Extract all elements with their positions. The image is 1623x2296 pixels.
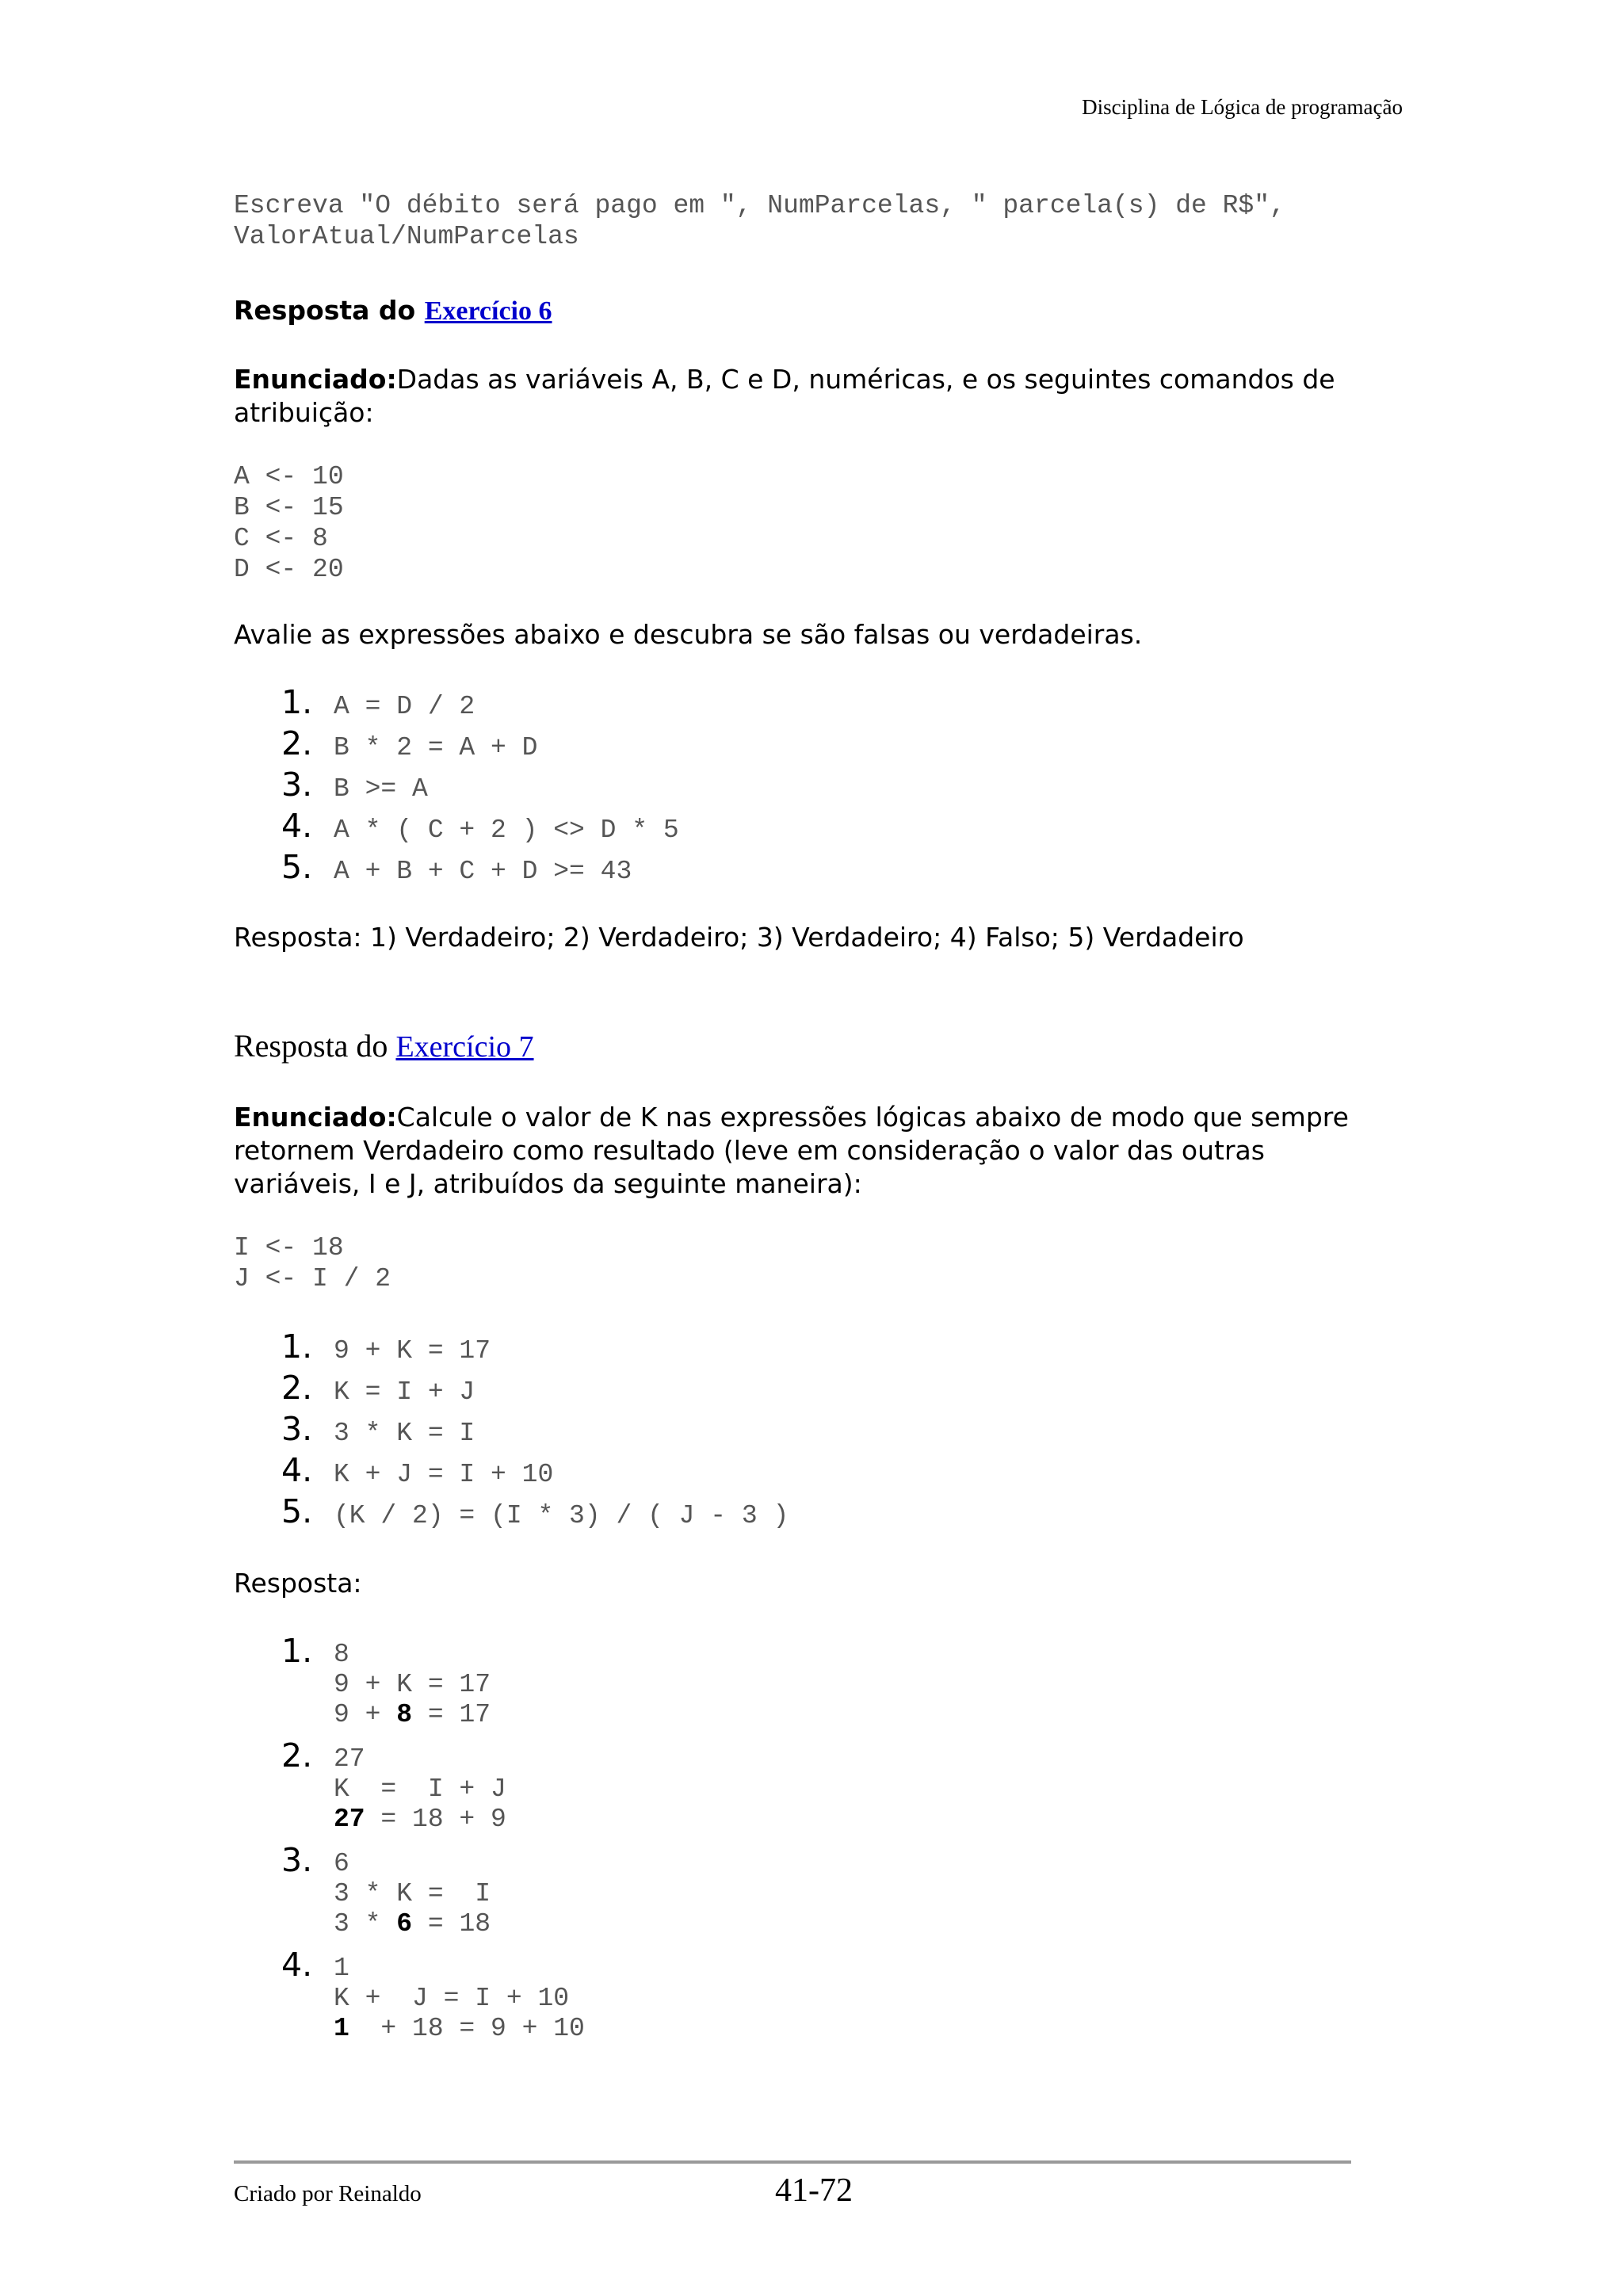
item-number: 3. [281,1410,313,1448]
expression: K + J = I + 10 [334,1460,554,1489]
ex7-enunciado [234,1101,1399,1201]
footer-author: Criado por Reinaldo [234,2181,422,2206]
answer-substitution [334,1700,491,1730]
sub-post: + 18 = 9 + 10 [349,2014,585,2043]
sub-post: = 17 [412,1700,491,1729]
ex7-assignments [234,1232,1399,1294]
item-number: 2. [281,1736,313,1775]
expression: 3 * K = I [334,1419,475,1448]
answer-equation: K + J = I + 10 [334,1984,570,2013]
sub-pre: 9 + [334,1700,397,1729]
ex6-answer: Resposta: 1) Verdadeiro; 2) Verdadeiro; 3) Verdadeiro; 4) Falso; 5) Verdadeiro [234,922,1244,953]
item-number: 4. [281,1946,313,1984]
answer-substitution [334,1909,491,1939]
footer-divider [234,2160,1351,2164]
list-item [281,1328,1399,1369]
expression: A * ( C + 2 ) <> D * 5 [334,816,679,845]
list-item [281,1451,1399,1492]
ex6-enunciado-label: Enunciado: [234,364,397,395]
ex7-link[interactable]: Exercício 7 [395,1030,534,1064]
sub-value: 1 [334,2014,349,2043]
code-line: Escreva "O débito será pago em ", NumParcelas, " parcela(s) de R$", [234,191,1285,220]
list-item [281,724,1399,766]
ex6-heading-prefix: Resposta do [234,295,425,326]
expression: B * 2 = A + D [334,733,538,762]
page-number: 41-72 [775,2172,853,2209]
assignment-line: C <- 8 [234,524,328,553]
assignment-line: A <- 10 [234,462,344,491]
page-content [234,190,1399,2052]
ex7-heading-prefix: Resposta do [234,1028,396,1064]
item-number: 4. [281,1451,313,1489]
item-number: 4. [281,807,313,845]
ex6-instruction: Avalie as expressões abaixo e descubra se são falsas ou verdadeiras. [234,619,1143,650]
list-item [281,1492,1399,1534]
list-item [281,848,1399,889]
assignment-line: D <- 20 [234,555,344,584]
answer-item [281,1843,1399,1939]
ex7-heading [234,1027,1399,1066]
item-number: 3. [281,766,313,804]
ex6-assignments [234,461,1399,585]
sub-post: = 18 + 9 [365,1805,506,1834]
ex7-enunciado-label: Enunciado: [234,1102,397,1133]
item-number: 3. [281,1841,313,1879]
answer-item [281,1633,1399,1730]
sub-pre: 3 * [334,1909,397,1939]
answer-equation: K = I + J [334,1775,506,1804]
expression: 9 + K = 17 [334,1336,491,1366]
page-header: Disciplina de Lógica de programação [1082,95,1403,119]
expression: (K / 2) = (I * 3) / ( J - 3 ) [334,1501,789,1530]
list-item [281,807,1399,848]
expression: A = D / 2 [334,692,475,721]
item-number: 1. [281,1328,313,1366]
ex6-heading [234,295,1399,327]
ex7-enunciado-text: Calcule o valor de K nas expressões lógicas abaixo de modo que sempre retornem Verdadeiro como resultado (leve em consideração o valor das outras variáveis, I e J, atribuídos da seguinte maneira): [234,1102,1349,1199]
code-line: ValorAtual/NumParcelas [234,222,579,251]
answer-substitution [334,2014,585,2044]
answer-lines [334,1947,585,2044]
answer-substitution [334,1805,506,1835]
expression: K = I + J [334,1377,475,1407]
item-number: 2. [281,1369,313,1407]
answer-equation: 9 + K = 17 [334,1670,491,1699]
ex6-enunciado-text: Dadas as variáveis A, B, C e D, numéricas, e os seguintes comandos de atribuição: [234,364,1335,428]
answer-value: 6 [334,1849,349,1878]
ex7-answer-list [234,1633,1399,2044]
list-item [281,1369,1399,1410]
sub-value: 27 [334,1805,365,1834]
answer-value: 1 [334,1954,349,1983]
answer-lines [334,1738,506,1835]
sub-post: = 18 [412,1909,491,1939]
ex7-answer-label: Resposta: [234,1568,362,1599]
answer-item [281,1947,1399,2044]
item-number: 1. [281,683,313,721]
item-number: 5. [281,1492,313,1530]
assignment-line: B <- 15 [234,493,344,522]
answer-lines [334,1843,491,1939]
ex7-expression-list [234,1328,1399,1534]
ex6-link[interactable]: Exercício 6 [424,296,552,326]
expression: A + B + C + D >= 43 [334,857,632,886]
answer-value: 27 [334,1744,365,1774]
answer-value: 8 [334,1640,349,1669]
list-item [281,1410,1399,1451]
ex6-expression-list [234,683,1399,889]
assignment-line: J <- I / 2 [234,1264,391,1293]
ex6-enunciado [234,363,1399,430]
item-number: 5. [281,848,313,886]
expression: B >= A [334,774,428,804]
list-item [281,683,1399,724]
item-number: 1. [281,1632,313,1670]
answer-item [281,1738,1399,1835]
list-item [281,766,1399,807]
answer-lines [334,1633,491,1730]
assignment-line: I <- 18 [234,1233,344,1263]
sub-value: 8 [396,1700,413,1729]
sub-value: 6 [396,1909,413,1939]
item-number: 2. [281,724,313,762]
answer-equation: 3 * K = I [334,1879,491,1908]
code-intro [234,190,1399,252]
